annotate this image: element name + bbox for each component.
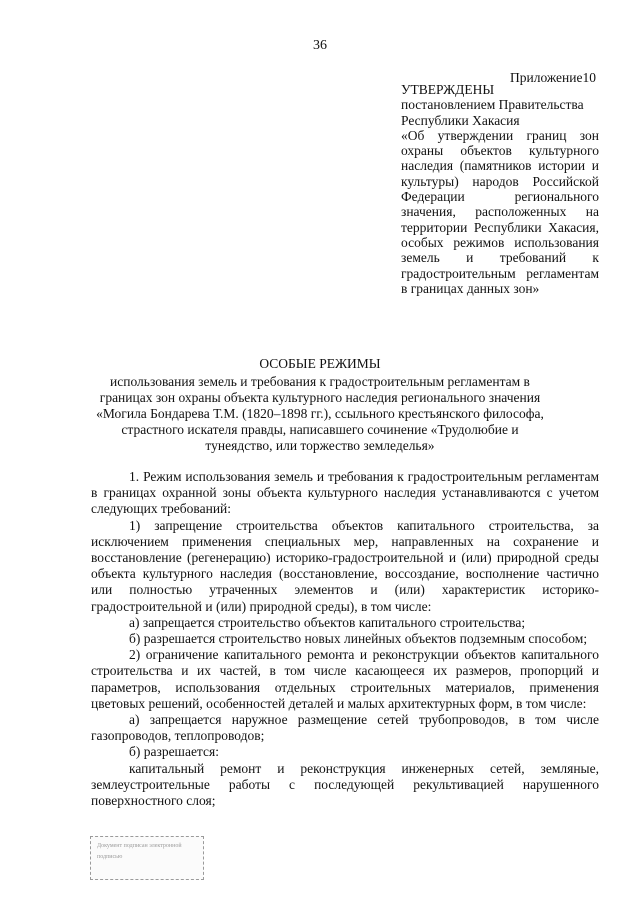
paragraph: 1. Режим использования земель и требования к градостроительным регламентам в границах охранной зоны объекта культурного наследия устанавливаются с учетом следующих требований: (91, 469, 599, 517)
heading-subtitle: использования земель и требования к градостроительным регламентам в границах зон охраны объекта культурного наследия регионального значения «Могила Бондарева Т.М. (1820–1898 гг.), ссыльного крестьянского философа, страстного искателя правды, написавшего сочинение «Трудолюбие и тунеядство, или торжество земледелья» (96, 374, 544, 453)
approval-block (401, 82, 599, 296)
paragraph: б) разрешается: (129, 744, 219, 760)
paragraph: 1) запрещение строительства объектов капитального строительства, за исключением применения специальных мер, направленных на сохранение и восстановление (регенерацию) историко-градостроительной и (или) природной среды объекта культурного наследия (восстановление, воссоздание, восполнение частично или полностью утраченных элементов и (или) характеристик историко-градостроительной и (или) природной среды), в том числе: (91, 517, 599, 614)
document-body (91, 469, 599, 809)
approved-by: постановлением Правительства Республики Хакасия (401, 97, 584, 128)
approved-label: УТВЕРЖДЕНЫ (401, 82, 495, 97)
decree-title: «Об утверждении границ зон охраны объектов культурного наследия (памятников истории и культуры) народов Российской Федерации регионального значения, расположенных на территории Республики Хакасия, особых режимов использования земель и требований к градостроительным регламентам в границах данных зон» (401, 127, 599, 296)
paragraph: б) разрешается строительство новых линейных объектов подземным способом; (129, 631, 588, 647)
paragraph: а) запрещается наружное размещение сетей трубопроводов, в том числе газопроводов, теплопроводов; (91, 712, 599, 744)
appendix-label: Приложение10 (510, 70, 596, 85)
paragraph: 2) ограничение капитального ремонта и реконструкции объектов капитального строительства и их частей, в том числе касающееся их размеров, пропорций и параметров, использования отдельных строительных материалов, применения цветовых решений, особенностей деталей и малых архитектурных форм, в том числе: (91, 647, 599, 711)
electronic-signature-stamp (90, 836, 204, 880)
paragraph: а) запрещается строительство объектов капитального строительства; (129, 614, 526, 630)
stamp-text: Документ подписан электронной подписью (97, 843, 182, 860)
heading-title: ОСОБЫЕ РЕЖИМЫ (259, 356, 381, 371)
document-heading (92, 356, 548, 454)
page-number: 36 (313, 38, 327, 53)
paragraph: капитальный ремонт и реконструкция инженерных сетей, земляные, землеустроительные работы с последующей рекультивацией нарушенного поверхностного слоя; (91, 760, 599, 809)
